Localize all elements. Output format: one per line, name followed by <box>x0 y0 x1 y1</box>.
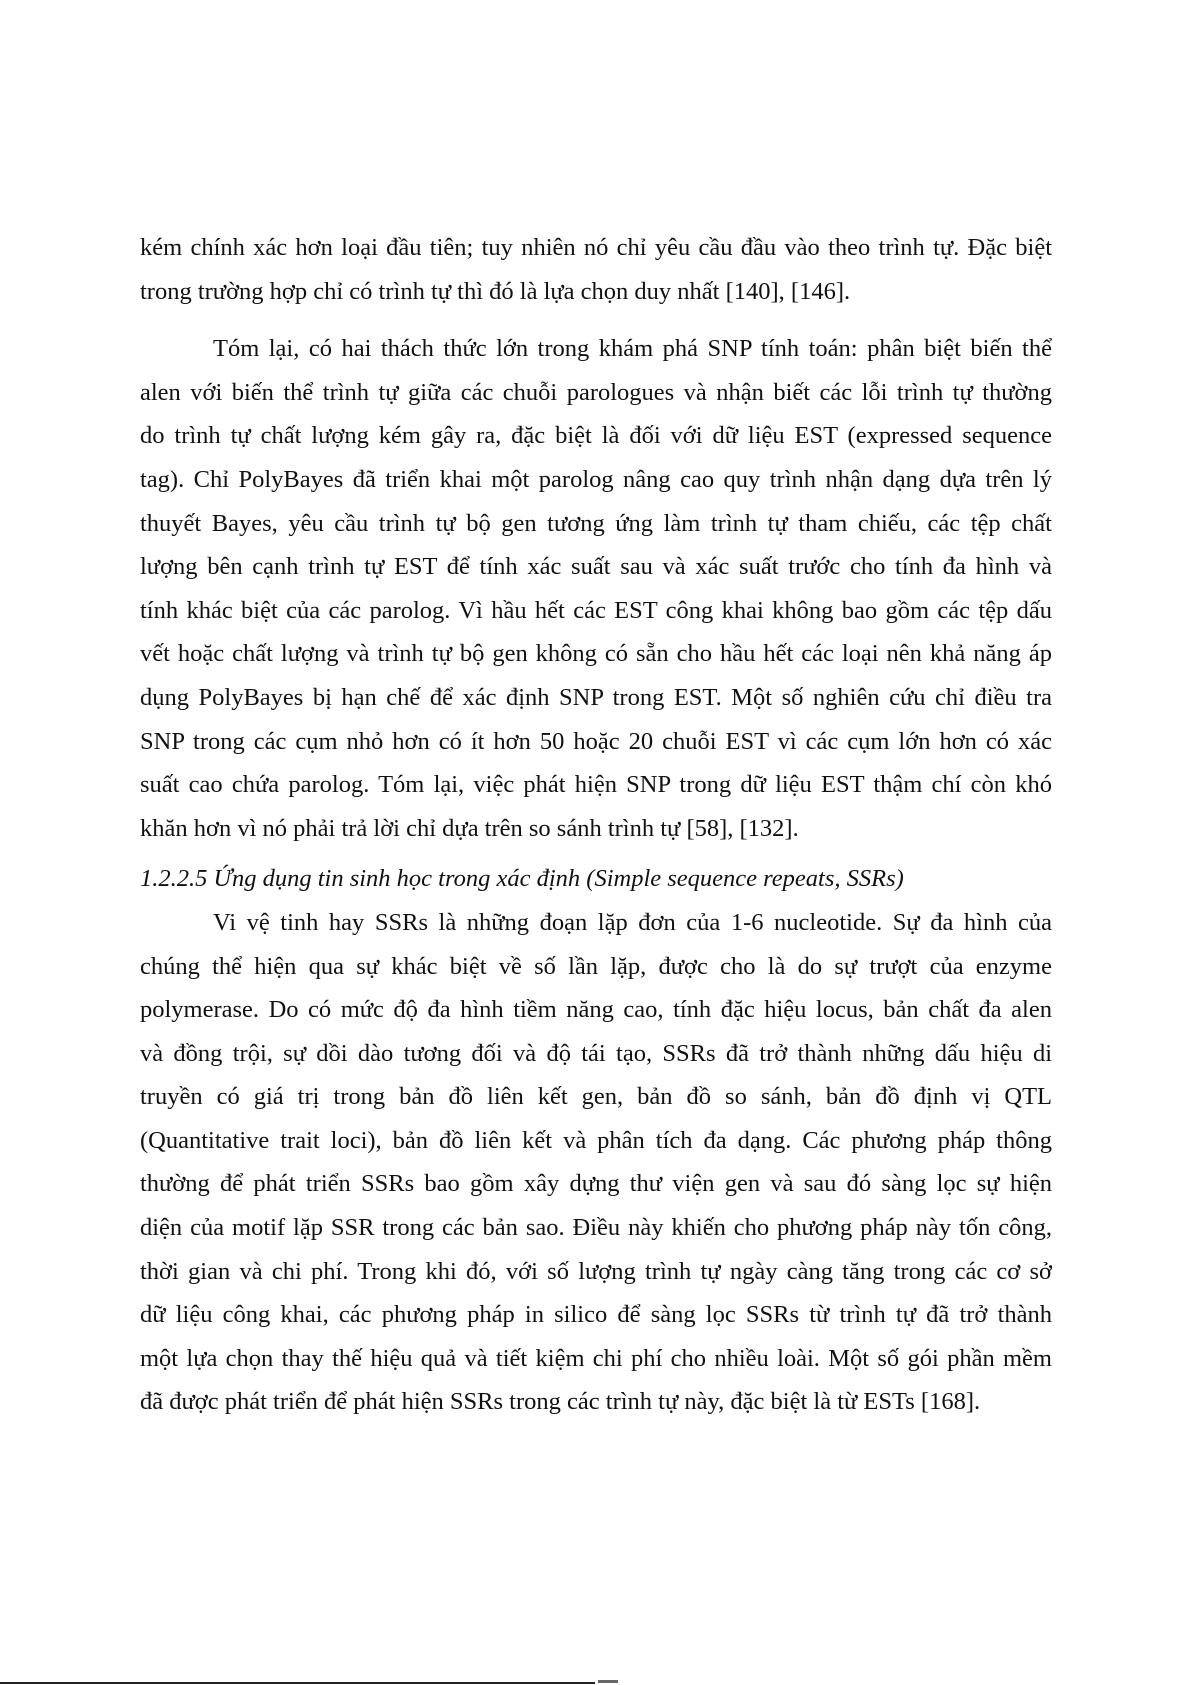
text-line: suất cao chứa parolog. Tóm lại, việc phát hiện SNP trong dữ liệu EST thậm chí còn khó <box>140 771 1052 799</box>
text-line: kém chính xác hơn loại đầu tiên; tuy nhiên nó chỉ yêu cầu đầu vào theo trình tự. Đặc biệt <box>140 234 1052 261</box>
text-line: truyền có giá trị trong bản đồ liên kết gen, bản đồ so sánh, bản đồ định vị QTL <box>140 1083 1052 1111</box>
text-line: vết hoặc chất lượng và trình tự bộ gen không có sẵn cho hầu hết các loại nên khả năng áp <box>140 640 1052 668</box>
document-body <box>140 226 1052 1424</box>
text-line: Tóm lại, có hai thách thức lớn trong khám phá SNP tính toán: phân biệt biến thể <box>213 335 1052 363</box>
text-line: Vi vệ tinh hay SSRs là những đoạn lặp đơn của 1-6 nucleotide. Sự đa hình của <box>213 908 1052 936</box>
text-line: diện của motif lặp SSR trong các bản sao. Điều này khiến cho phương pháp này tốn công, <box>140 1214 1052 1242</box>
text-line: một lựa chọn thay thế hiệu quả và tiết kiệm chi phí cho nhiều loài. Một số gói phần mềm <box>140 1344 1052 1372</box>
text-line: và đồng trội, sự dồi dào tương đối và độ tái tạo, SSRs đã trở thành những dấu hiệu di <box>140 1039 1052 1067</box>
text-line: khăn hơn vì nó phải trả lời chỉ dựa trên so sánh trình tự [58], [132]. <box>140 814 799 842</box>
paragraph-snp-challenges <box>140 327 1052 850</box>
text-line: thuyết Bayes, yêu cầu trình tự bộ gen tương ứng làm trình tự tham chiếu, các tệp chất <box>140 509 1052 537</box>
text-line: tính khác biệt của các parolog. Vì hầu hết các EST công khai không bao gồm các tệp dấu <box>140 596 1052 624</box>
text-line: trong trường hợp chỉ có trình tự thì đó là lựa chọn duy nhất [140], [146]. <box>140 277 851 305</box>
paragraph-intro <box>140 226 1052 313</box>
text-line: do trình tự chất lượng kém gây ra, đặc biệt là đối với dữ liệu EST (expressed sequence <box>140 422 1052 450</box>
text-line: thời gian và chi phí. Trong khi đó, với số lượng trình tự ngày càng tăng trong các cơ sở <box>140 1257 1052 1285</box>
footer-divider <box>0 1682 595 1684</box>
section-heading: 1.2.2.5 Ứng dụng tin sinh học trong xác định (Simple sequence repeats, SSRs) <box>140 865 904 893</box>
text-line: polymerase. Do có mức độ đa hình tiềm năng cao, tính đặc hiệu locus, bản chất đa alen <box>140 996 1052 1024</box>
paragraph-ssr <box>140 901 1052 1424</box>
text-line: chúng thể hiện qua sự khác biệt về số lần lặp, được cho là do sự trượt của enzyme <box>140 952 1052 980</box>
text-line: SNP trong các cụm nhỏ hơn có ít hơn 50 hoặc 20 chuỗi EST vì các cụm lớn hơn có xác <box>140 727 1052 755</box>
text-line: thường để phát triển SSRs bao gồm xây dựng thư viện gen và sau đó sàng lọc sự hiện <box>140 1170 1052 1198</box>
text-line: dụng PolyBayes bị hạn chế để xác định SNP trong EST. Một số nghiên cứu chỉ điều tra <box>140 683 1052 711</box>
text-line: (Quantitative trait loci), bản đồ liên kết và phân tích đa dạng. Các phương pháp thông <box>140 1126 1052 1154</box>
text-line: đã được phát triển để phát hiện SSRs trong các trình tự này, đặc biệt là từ ESTs [168]. <box>140 1388 981 1416</box>
footer-mark <box>598 1680 618 1683</box>
text-line: dữ liệu công khai, các phương pháp in silico để sàng lọc SSRs từ trình tự đã trở thành <box>140 1301 1052 1329</box>
text-line: tag). Chỉ PolyBayes đã triển khai một parolog nâng cao quy trình nhận dạng dựa trên lý <box>140 465 1052 493</box>
text-line: lượng bên cạnh trình tự EST để tính xác suất sau và xác suất trước cho tính đa hình và <box>140 553 1052 581</box>
text-line: alen với biến thể trình tự giữa các chuỗi parologues và nhận biết các lỗi trình tự thường <box>140 378 1052 406</box>
